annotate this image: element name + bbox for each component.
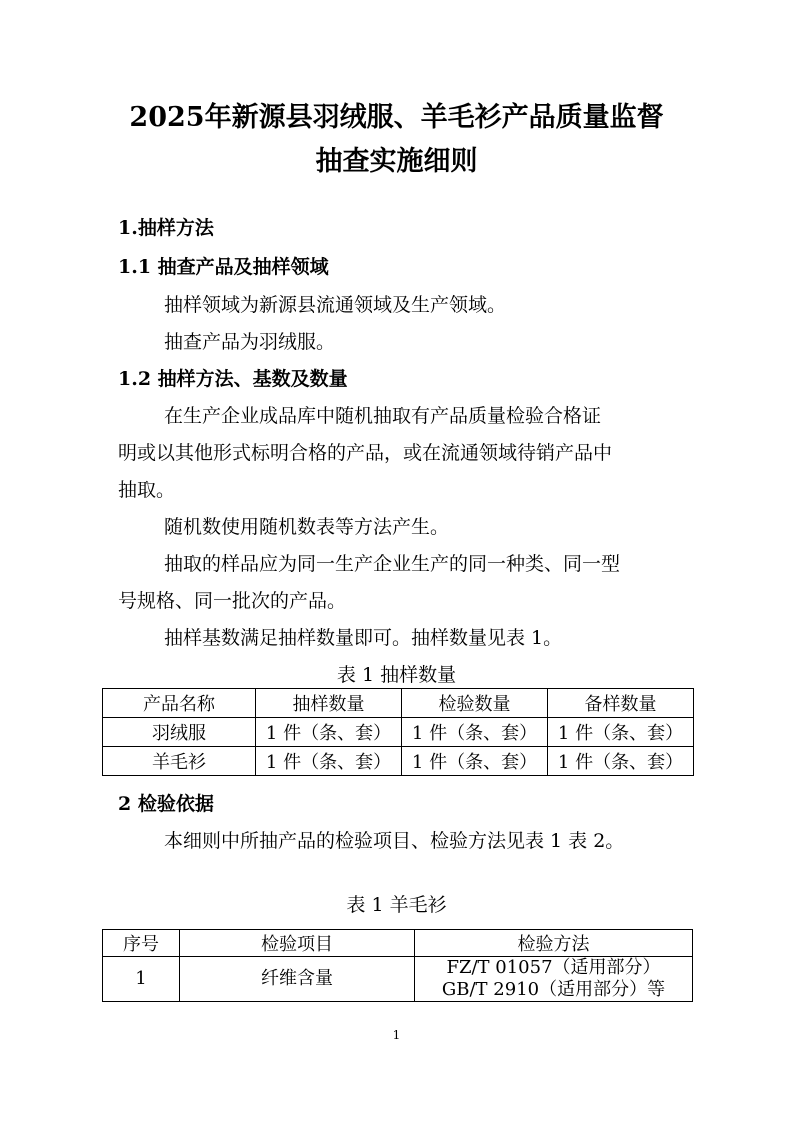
table-header-cell: 检验方法 (415, 930, 693, 957)
table-header-cell: 检验数量 (402, 689, 548, 718)
table-header-cell: 序号 (103, 930, 180, 957)
table-cell: 1 件（条、套） (548, 747, 694, 776)
paragraph: 抽样基数满足抽样数量即可。抽样数量见表 1。 (164, 627, 563, 649)
table-header-row (103, 930, 693, 957)
inspection-method-table (102, 929, 693, 1002)
method-line: FZ/T 01057（适用部分） (446, 957, 661, 978)
table-cell: 1 件（条、套） (548, 718, 694, 747)
paragraph-line: 明或以其他形式标明合格的产品，或在流通领域待销产品中 (118, 442, 613, 464)
section1-2-heading: 1.2 抽样方法、基数及数量 (118, 368, 348, 390)
table-cell: 羽绒服 (103, 718, 256, 747)
table1-caption: 表 1 抽样数量 (336, 664, 457, 686)
table-cell (415, 957, 693, 1002)
table-header-cell: 检验项目 (180, 930, 415, 957)
section1-heading: 1.抽样方法 (118, 217, 214, 239)
paragraph-line: 抽取。 (118, 479, 176, 501)
table2-caption: 表 1 羊毛衫 (346, 894, 447, 916)
table-cell: 1 件（条、套） (402, 718, 548, 747)
section2-heading: 2 检验依据 (118, 793, 214, 815)
table-cell: 1 件（条、套） (402, 747, 548, 776)
document-title-line1: 2025年新源县羽绒服、羊毛衫产品质量监督 (129, 102, 664, 133)
table-cell: 纤维含量 (180, 957, 415, 1002)
document-title-line2: 抽查实施细则 (315, 146, 478, 177)
method-line: GB/T 2910（适用部分）等 (441, 979, 666, 1000)
table-row (103, 747, 694, 776)
paragraph: 抽样领域为新源县流通领域及生产领域。 (164, 294, 507, 316)
paragraph-line: 在生产企业成品库中随机抽取有产品质量检验合格证 (164, 405, 602, 427)
table-header-cell: 抽样数量 (256, 689, 402, 718)
sampling-quantity-table (102, 688, 694, 776)
table-cell: 1 件（条、套） (256, 718, 402, 747)
paragraph: 随机数使用随机数表等方法产生。 (164, 516, 450, 538)
table-cell: 1 件（条、套） (256, 747, 402, 776)
table-header-row (103, 689, 694, 718)
table-row (103, 957, 693, 1002)
paragraph: 抽查产品为羽绒服。 (164, 331, 336, 353)
paragraph-line: 抽取的样品应为同一生产企业生产的同一种类、同一型 (164, 553, 621, 575)
table-cell: 1 (103, 957, 180, 1002)
page-number: 1 (392, 1028, 401, 1042)
table-row (103, 718, 694, 747)
section1-1-heading: 1.1 抽查产品及抽样领域 (118, 256, 329, 278)
table-header-cell: 备样数量 (548, 689, 694, 718)
paragraph: 本细则中所抽产品的检验项目、检验方法见表 1 表 2。 (164, 830, 625, 852)
table-cell: 羊毛衫 (103, 747, 256, 776)
table-header-cell: 产品名称 (103, 689, 256, 718)
paragraph-line: 号规格、同一批次的产品。 (118, 590, 347, 612)
